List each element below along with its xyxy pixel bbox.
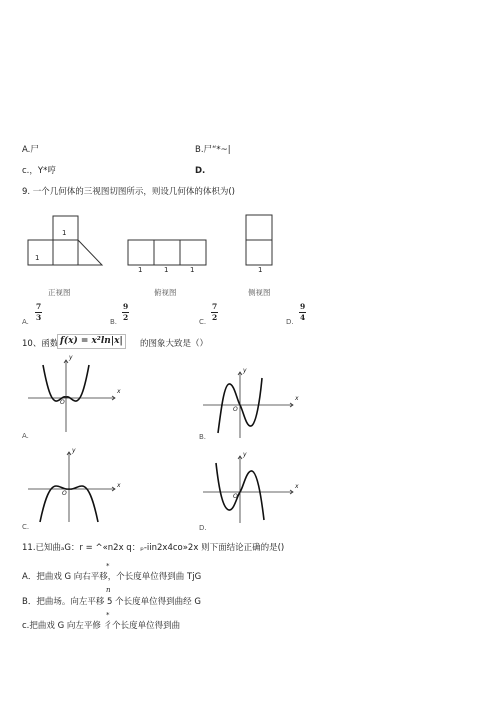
graph-c-x-label: x [117,482,121,489]
graph-d-origin: O [233,493,238,500]
graph-c-origin: O [62,490,67,497]
graph-a-origin: O [60,399,65,406]
q9-choice-a-fraction: $\frac{7}{3}$ [36,302,42,322]
top-label-1: 1 [138,266,143,274]
q10-suffix: 的图象大致是（） [140,339,209,349]
front-view-caption: 正视图 [48,288,71,297]
top-view-caption: 俯视图 [154,288,177,297]
q11-mark-2: n [106,586,111,594]
front-label-top: 1 [62,229,67,237]
option-a-q8: A.尸 [22,145,39,155]
q11-option-b: B．把曲场。向左平移 5 个长度单位得到曲经 G [22,597,201,607]
front-label-bottom: 1 [35,254,40,262]
q11-option-c: c.把曲戏 G 向左平修 彳个长度单位得到曲 [22,621,181,631]
q9-choice-d-letter: D. [286,318,294,326]
graph-b-origin: O [233,406,238,413]
option-c-q8: c.，Y*哼 [22,166,56,176]
option-d-q8: D. [195,166,206,176]
q9-choice-d-fraction: $\frac{9}{4}$ [300,302,306,322]
q11-mark-1: * [106,562,110,570]
graph-d-letter: D. [199,524,207,532]
top-label-3: 1 [190,266,195,274]
q11-option-a: A．把曲戏 G 向右平移，个长度单位得到曲 TjG [22,572,202,582]
graph-b-x-label: x [295,395,299,402]
side-label: 1 [258,266,263,274]
graph-b-y-label: y [243,367,247,374]
q9-choice-a-letter: A. [22,318,29,326]
graph-c-y-label: y [72,447,76,454]
graph-d-y-label: y [243,451,247,458]
q11-stem: 11.已知曲ₐG：r = ^«n2x q：ₚ-iin2x4co»2x 则下面结论正确的是() [22,543,285,553]
graph-a-letter: A. [22,432,29,440]
graph-a-y-label: y [69,354,73,361]
q9-choice-b-letter: B. [110,318,118,326]
graph-c-letter: C. [22,523,30,531]
top-label-2: 1 [164,266,169,274]
q9-stem: 9. 一个几何体的三视图切图所示，则设几何体的体枳为() [22,187,235,197]
q10-number: 10、函数 [22,339,59,349]
graph-d-x-label: x [295,483,299,490]
q9-choice-b-fraction: $\frac{9}{2}$ [123,302,129,322]
q11-mark-3: * [106,611,110,619]
graph-a-x-label: x [117,388,121,395]
q9-choice-c-fraction: $\frac{7}{2}$ [212,302,218,322]
q9-choice-c-letter: C. [199,318,207,326]
graph-b-letter: B. [199,433,207,441]
side-view-caption: 侧视图 [248,288,271,297]
q10-formula: f(x) = x²ln|x| [57,334,126,349]
option-b-q8: B.尸“*~| [195,145,231,155]
